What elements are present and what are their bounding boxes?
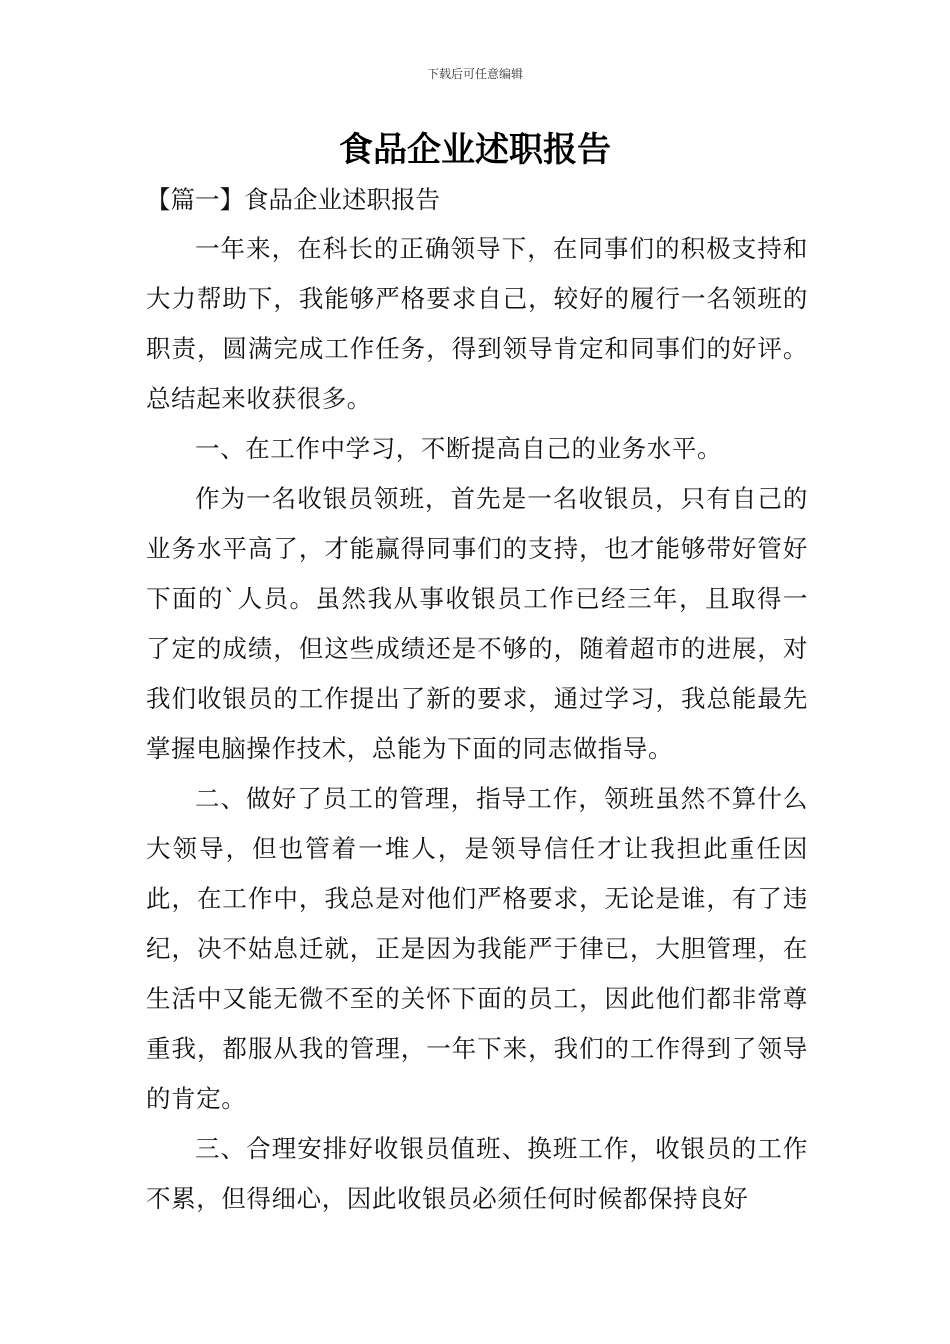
document-title: 食品企业述职报告	[339, 130, 611, 170]
paragraph-intro: 一年来，在科长的正确领导下，在同事们的积极支持和大力帮助下，我能够严格要求自己，较好的履行一名领班的职责，圆满完成工作任务，得到领导肯定和同事们的好评。总结起来收获很多。	[146, 234, 808, 413]
paragraph-point-one-body: 作为一名收银员领班，首先是一名收银员，只有自己的业务水平高了，才能赢得同事们的支持，也才能够带好管好下面的`人员。虽然我从事收银员工作已经三年，且取得一了定的成绩，但这些成绩还是不够的，随着超市的进展，对我们收银员的工作提出了新的要求，通过学习，我总能最先掌握电脑操作技术，总能为下面的同志做指导。	[146, 484, 808, 763]
section-heading: 【篇一】食品企业述职报告	[146, 185, 440, 214]
header-note: 下载后可任意编辑	[426, 67, 523, 81]
body-text	[146, 224, 808, 1224]
paragraph-point-three: 三、合理安排好收银员值班、换班工作，收银员的工作不累，但得细心，因此收银员必须任何时候都保持良好	[146, 1134, 808, 1213]
paragraph-point-two: 二、做好了员工的管理，指导工作，领班虽然不算什么大领导，但也管着一堆人，是领导信任才让我担此重任因此，在工作中，我总是对他们严格要求，无论是谁，有了违纪，决不姑息迁就，正是因为我能严于律已，大胆管理，在生活中又能无微不至的关怀下面的员工，因此他们都非常尊重我，都服从我的管理，一年下来，我们的工作得到了领导的肯定。	[146, 784, 808, 1113]
paragraph-point-one-heading: 一、在工作中学习，不断提高自己的业务水平。	[195, 434, 723, 463]
